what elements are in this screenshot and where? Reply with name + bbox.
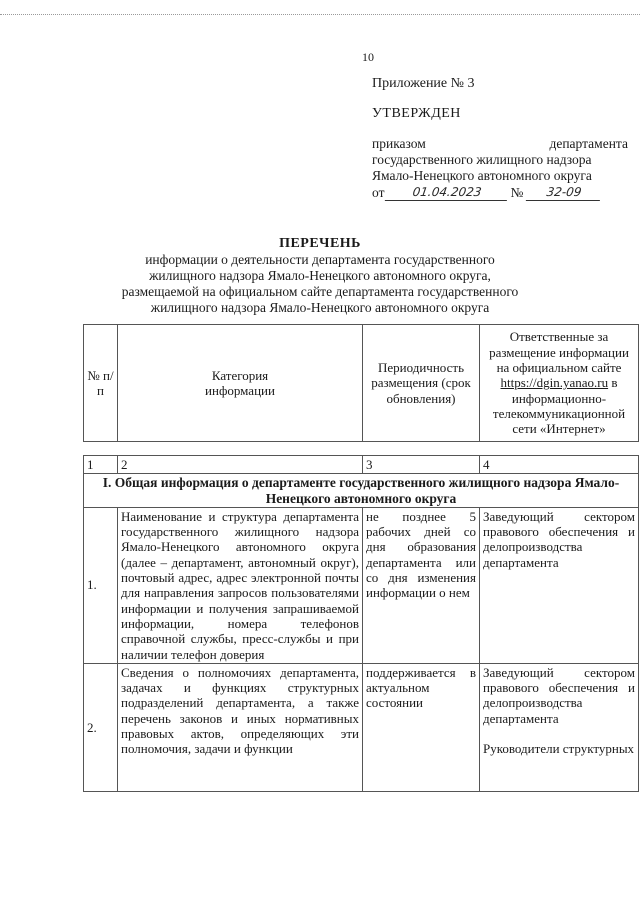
appendix-label: Приложение № 3 <box>372 76 475 91</box>
row-number: 2. <box>84 663 118 791</box>
page-number: 10 <box>362 50 374 64</box>
scan-top-border <box>0 14 640 15</box>
header-period: Периодичность размещения (срок обновления) <box>363 325 480 442</box>
header-table <box>83 324 639 442</box>
order-date-line <box>372 184 628 201</box>
handwritten-date: 01.04.2023 <box>385 184 509 201</box>
handwritten-number: 32-09 <box>526 184 602 201</box>
row-responsible <box>480 507 639 663</box>
header-responsible-text-2: в информационно-телекоммуникационной сети «Интернет» <box>492 375 626 437</box>
row-period: поддерживается в актуальном состоянии <box>363 663 480 791</box>
order-word-prikazom: приказом <box>372 136 426 151</box>
order-number-label: № <box>510 185 524 200</box>
row-number: 1. <box>84 507 118 663</box>
document-subtitle: информации о деятельности департамента государственного жилищного надзора Ямало-Ненецкого автономного округа, размещаемой на официальном сайте департамента государственного жилищного надзора Ямало-Ненецкого автономного округа <box>121 252 519 315</box>
table-row <box>84 507 639 663</box>
header-responsible <box>480 325 639 442</box>
row-category: Наименование и структура департамента государственного жилищного надзора Ямало-Ненецкого автономного округа (далее – департамент, автономный округ), почтовый адрес, адрес электронной почты для направления запросов пользователями информации и получения запрашиваемой информации, номера телефонов справочной службы, пресс-службы и при наличии телефон доверия <box>118 507 363 663</box>
document-title: ПЕРЕЧЕНЬ <box>279 236 361 251</box>
order-line-2: государственного жилищного надзора <box>372 152 592 167</box>
row-period: не позднее 5 рабочих дней со дня образования департамента или со дня изменения информации о нем <box>363 507 480 663</box>
column-number: 3 <box>363 456 480 474</box>
row-responsible <box>480 663 639 791</box>
order-line-1 <box>372 136 628 152</box>
header-category-text: Категория информации <box>205 367 275 398</box>
column-number: 1 <box>84 456 118 474</box>
order-word-departamenta: департамента <box>549 136 628 151</box>
section-row <box>84 474 639 508</box>
section-title: I. Общая информация о департаменте государственного жилищного надзора Ямало-Ненецкого автономного округа <box>84 474 639 508</box>
order-line-3: Ямало-Ненецкого автономного округа <box>372 168 592 183</box>
row-responsible-extra: Руководители структурных <box>483 741 635 757</box>
site-link[interactable]: https://dgin.yanao.ru <box>500 375 609 391</box>
column-number-row <box>84 456 639 474</box>
info-table <box>83 455 639 792</box>
approved-label: УТВЕРЖДЕН <box>372 106 461 121</box>
header-row <box>84 325 639 442</box>
column-number: 2 <box>118 456 363 474</box>
column-number: 4 <box>480 456 639 474</box>
table-row <box>84 663 639 791</box>
order-from-label: от <box>372 185 385 200</box>
header-category <box>118 325 363 442</box>
order-block <box>372 136 628 201</box>
header-num: № п/п <box>84 325 118 442</box>
header-responsible-text: Ответственные за размещение информации на официальном сайте <box>489 329 629 376</box>
row-responsible-text: Заведующий сектором правового обеспечения и делопроизводства департамента <box>483 508 635 570</box>
row-category: Сведения о полномочиях департамента, задачах и функциях структурных подразделений департамента, а также перечень законов и иных нормативных правовых актов, определяющих эти полномочия, задачи и функции <box>118 663 363 791</box>
row-responsible-text: Заведующий сектором правового обеспечения и делопроизводства департамента <box>483 664 635 726</box>
